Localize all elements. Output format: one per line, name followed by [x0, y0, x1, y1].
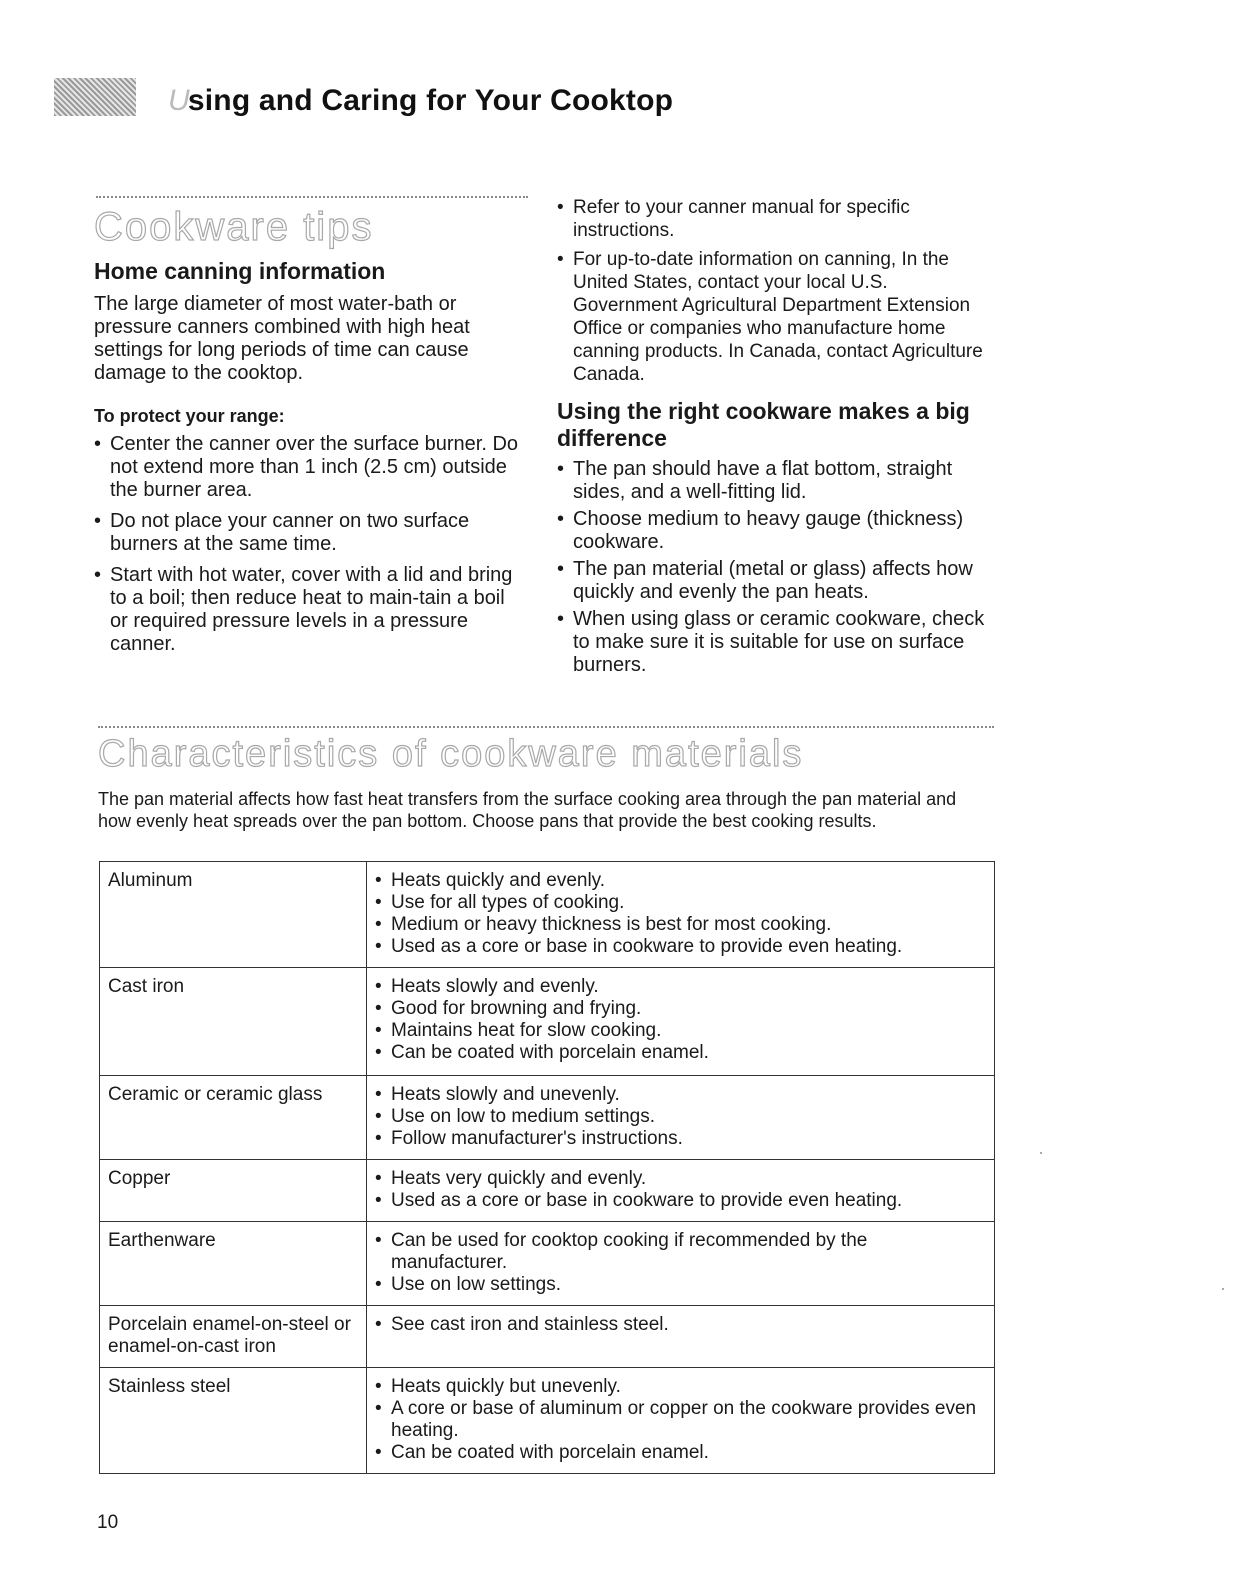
brand-logo	[54, 78, 136, 116]
material-cell: Ceramic or ceramic glass	[100, 1076, 367, 1160]
title-drop-cap: U	[168, 84, 190, 117]
list-item: • Center the canner over the surface burner. Do not extend more than 1 inch (2.5 cm) outside the burner area.	[94, 433, 524, 502]
home-canning-intro: The large diameter of most water-bath or pressure canners combined with high heat settings for long periods of time can cause damage to the cooktop.	[94, 293, 470, 384]
material-cell: Stainless steel	[100, 1368, 367, 1474]
material-cell: Aluminum	[100, 862, 367, 968]
notes-cell	[367, 1160, 995, 1222]
list-item: • Use on low to medium settings.	[375, 1106, 986, 1128]
characteristics-heading: Characteristics of cookware materials	[98, 733, 804, 775]
scan-speck	[1222, 1288, 1224, 1290]
list-item: • Good for browning and frying.	[375, 998, 986, 1020]
list-item: • Heats very quickly and evenly.	[375, 1168, 986, 1190]
table-row	[100, 1306, 995, 1368]
material-cell: Cast iron	[100, 968, 367, 1076]
list-item: • Heats quickly but unevenly.	[375, 1376, 986, 1398]
list-item: • Choose medium to heavy gauge (thickness) cookware.	[557, 508, 997, 554]
notes-cell	[367, 1076, 995, 1160]
notes-cell	[367, 1368, 995, 1474]
list-item: • Can be used for cooktop cooking if recommended by the manufacturer.	[375, 1230, 986, 1274]
table-row	[100, 1160, 995, 1222]
list-item: • Heats quickly and evenly.	[375, 870, 986, 892]
notes-cell	[367, 1306, 995, 1368]
list-item: • Use on low settings.	[375, 1274, 986, 1296]
right-cookware-list	[557, 458, 997, 677]
table-row	[100, 1368, 995, 1474]
title-text: sing and Caring for Your Cooktop	[187, 84, 674, 117]
list-item: • Refer to your canner manual for specific instructions.	[557, 196, 997, 242]
list-item: • The pan should have a flat bottom, straight sides, and a well-fitting lid.	[557, 458, 997, 504]
home-canning-title: Home canning information	[94, 258, 386, 284]
material-cell: Earthenware	[100, 1222, 367, 1306]
table-row	[100, 1222, 995, 1306]
list-item: • See cast iron and stainless steel.	[375, 1314, 986, 1336]
list-item: • Maintains heat for slow cooking.	[375, 1020, 986, 1042]
section-divider-middle	[98, 726, 994, 728]
page-title	[168, 84, 673, 118]
notes-cell	[367, 968, 995, 1076]
section-divider-top	[96, 196, 528, 198]
material-cell: Copper	[100, 1160, 367, 1222]
list-item: • Used as a core or base in cookware to provide even heating.	[375, 936, 986, 958]
right-column	[557, 196, 997, 677]
protect-range-list	[94, 433, 524, 656]
list-item: • For up-to-date information on canning, In the United States, contact your local U.S. Government Agricultural Department Extension Office or companies who manufacture home canning products. In Canada, contact Agriculture Canada.	[557, 248, 997, 386]
list-item: • A core or base of aluminum or copper on the cookware provides even heating.	[375, 1398, 986, 1442]
list-item: • Can be coated with porcelain enamel.	[375, 1042, 986, 1064]
list-item: • Medium or heavy thickness is best for most cooking.	[375, 914, 986, 936]
list-item: • When using glass or ceramic cookware, check to make sure it is suitable for use on surface burners.	[557, 608, 997, 677]
page-number: 10	[97, 1512, 119, 1533]
table-row	[100, 968, 995, 1076]
list-item: • Use for all types of cooking.	[375, 892, 986, 914]
table-row	[100, 1076, 995, 1160]
list-item: • Used as a core or base in cookware to provide even heating.	[375, 1190, 986, 1212]
cookware-tips-heading: Cookware tips	[94, 205, 374, 249]
right-cookware-title: Using the right cookware makes a big difference	[557, 398, 970, 451]
table-row	[100, 862, 995, 968]
material-cell: Porcelain enamel-on-steel or enamel-on-cast iron	[100, 1306, 367, 1368]
list-item: • Start with hot water, cover with a lid and bring to a boil; then reduce heat to main-tain a boil or required pressure levels in a pressure canner.	[94, 564, 524, 656]
notes-cell	[367, 862, 995, 968]
notes-cell	[367, 1222, 995, 1306]
protect-range-title: To protect your range:	[94, 406, 285, 426]
scan-speck	[1040, 1152, 1042, 1154]
canner-info-list	[557, 196, 997, 386]
list-item: • Heats slowly and evenly.	[375, 976, 986, 998]
list-item: • Follow manufacturer's instructions.	[375, 1128, 986, 1150]
list-item: • Can be coated with porcelain enamel.	[375, 1442, 986, 1464]
characteristics-intro: The pan material affects how fast heat transfers from the surface cooking area through the pan material and how evenly heat spreads over the pan bottom. Choose pans that provide the best cooking results.	[98, 789, 957, 831]
list-item: • Heats slowly and unevenly.	[375, 1084, 986, 1106]
list-item: • Do not place your canner on two surface burners at the same time.	[94, 510, 524, 556]
left-column	[94, 258, 524, 656]
list-item: • The pan material (metal or glass) affects how quickly and evenly the pan heats.	[557, 558, 997, 604]
cookware-materials-table	[99, 861, 995, 1474]
